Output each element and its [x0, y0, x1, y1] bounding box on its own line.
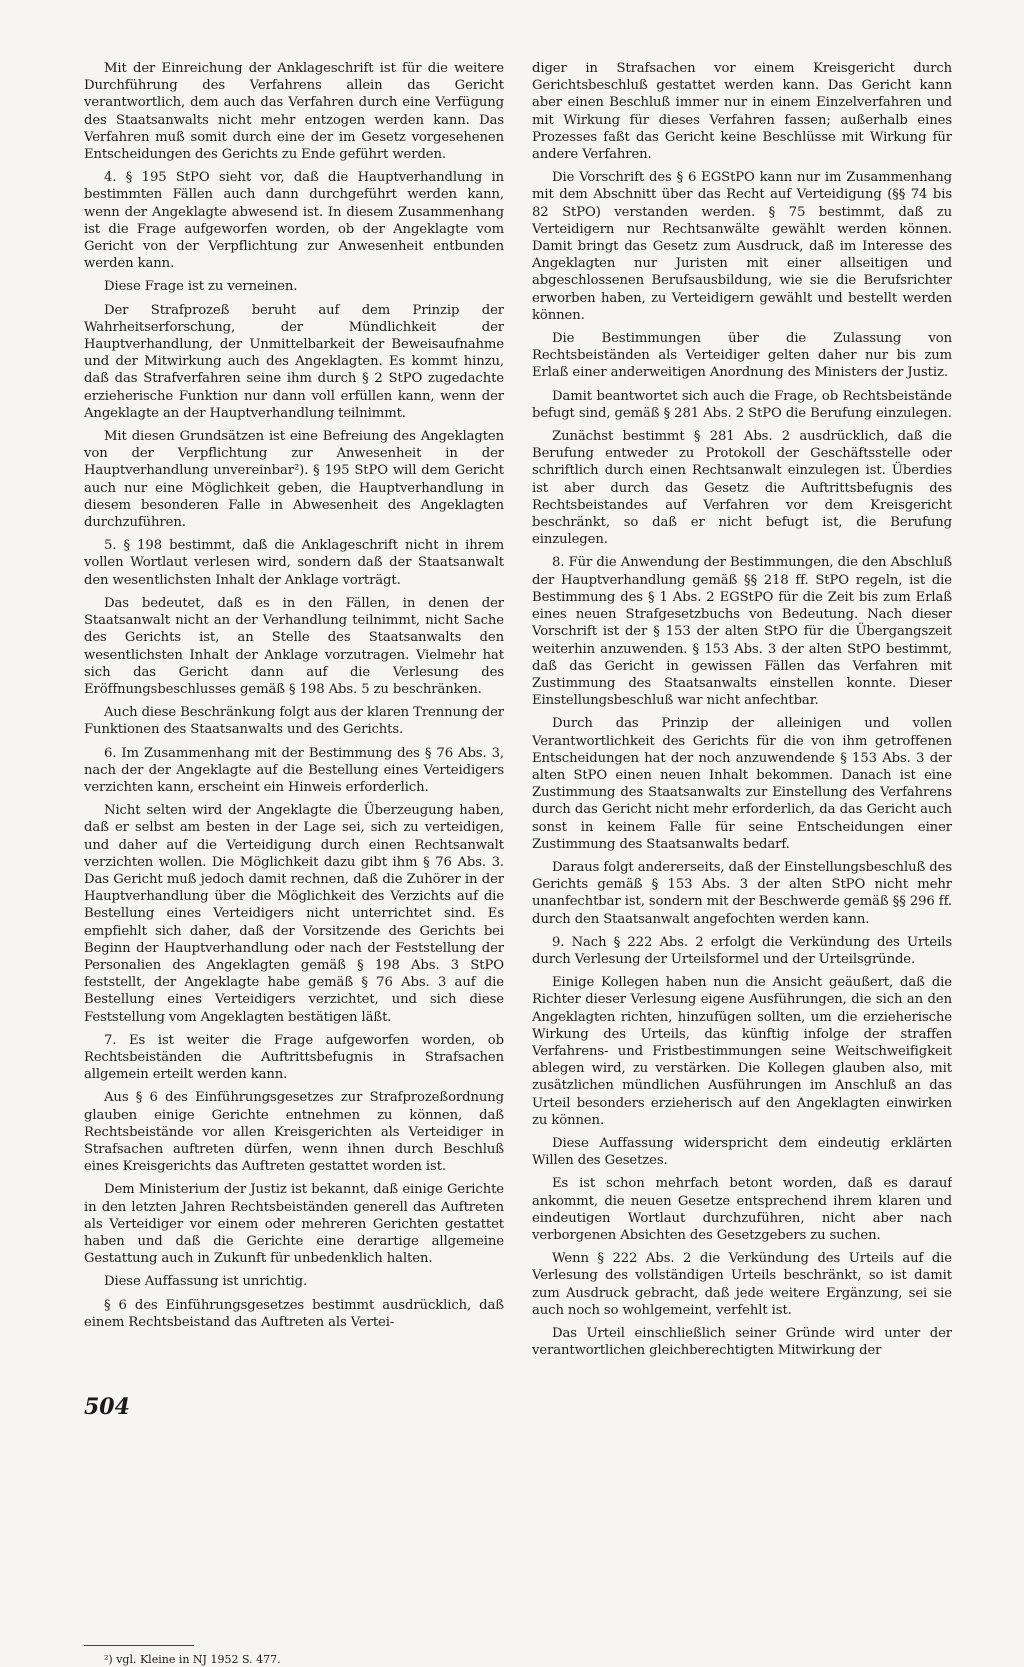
right-column — [532, 60, 952, 1390]
paragraph: Auch diese Beschränkung folgt aus der klaren Trennung der Funktionen des Staatsanwalts und des Gerichts. — [84, 705, 504, 738]
paragraph: Nicht selten wird der Angeklagte die Überzeugung haben, daß er selbst am besten in der Lage sei, sich zu verteidigen, und daher auf die Verteidigung durch einen Rechtsanwalt verzichten wollen. Die Möglichkeit dazu gibt ihm § 76 Abs. 3. Das Gericht muß jedoch damit rechnen, daß die Zuhörer in der Hauptverhandlung über die Möglichkeit des Verzichts auf die Bestellung eines Verteidigers nicht unterrichtet sind. Es empfiehlt sich daher, daß der Vorsitzende des Gerichts bei Beginn der Hauptverhandlung oder nach der Feststellung der Personalien des Angeklagten gemäß § 198 Abs. 3 StPO feststellt, der Angeklagte habe gemäß § 76 Abs. 3 auf die Bestellung eines Verteidigers verzichtet, und sich diese Feststellung vom Angeklagten bestätigen läßt. — [84, 803, 504, 1025]
footnote-divider — [84, 1645, 194, 1646]
paragraph: Diese Frage ist zu verneinen. — [104, 279, 298, 295]
paragraph: 7. Es ist weiter die Frage aufgeworfen worden, ob Rechtsbeiständen die Auftrittsbefugnis in Strafsachen allgemein erteilt werden kann. — [84, 1032, 504, 1083]
paragraph: Daraus folgt andererseits, daß der Einstellungsbeschluß des Gerichts gemäß § 153 Abs. 3 der alten StPO nicht mehr unanfechtbar ist, sondern mit der Beschwerde gemäß §§ 296 ff. durch den Staatsanwalt angefochten werden kann. — [532, 859, 952, 927]
paragraph: Das bedeutet, daß es in den Fällen, in denen der Staatsanwalt nicht an der Verhandlung teilnimmt, nicht Sache des Gerichts ist, an Stelle des Staatsanwalts den wesentlichsten Inhalt der Anklage vorzutragen. Vielmehr hat sich das Gericht dann auf die Verlesung des Eröffnungsbeschlusses gemäß § 198 Abs. 5 zu beschränken. — [84, 595, 504, 697]
paragraph: Der Strafprozeß beruht auf dem Prinzip der Wahrheitserforschung, der Mündlichkeit der Hauptverhandlung, der Unmittelbarkeit der Beweisaufnahme und der Mitwirkung auch des Angeklagten. Es kommt hinzu, daß das Strafverfahren seine ihm durch § 2 StPO zugedachte erzieherische Funktion nur dann voll erfüllen kann, wenn der Angeklagte an der Hauptverhandlung teilnimmt. — [84, 302, 504, 421]
paragraph: Mit der Einreichung der Anklageschrift ist für die weitere Durchführung des Verfahrens allein das Gericht verantwortlich, dem auch das Verfahren durch eine Verfügung des Staatsanwalts nicht mehr entzogen werden kann. Das Verfahren muß somit durch eine der im Gesetz vorgesehenen Entscheidungen des Gerichts zu Ende geführt werden. — [84, 61, 504, 163]
paragraph: Durch das Prinzip der alleinigen und vollen Verantwortlichkeit des Gerichts für die von ihm getroffenen Entscheidungen hat der noch anzuwendende § 153 Abs. 3 der alten StPO einen neuen Inhalt bekommen. Danach ist eine Zustimmung des Staatsanwalts zur Einstellung des Verfahrens durch das Gericht nicht mehr erforderlich, da das Gericht auch sonst in keinem Falle für seine Entscheidungen einer Zustimmung des Staatsanwalts bedarf. — [532, 716, 952, 852]
paragraph: Es ist schon mehrfach betont worden, daß es darauf ankommt, die neuen Gesetze entsprechend ihrem klaren und eindeutigen Wortlaut durchzuführen, nicht aber nach verborgenen Absichten des Gesetzgebers zu suchen. — [532, 1176, 952, 1243]
paragraph: 8. Für die Anwendung der Bestimmungen, die den Abschluß der Hauptverhandlung gemäß §§ 218 ff. StPO regeln, ist die Bestimmung des § 1 Abs. 2 EGStPO für die Zeit bis zum Erlaß eines neuen Strafgesetzbuchs von Bedeutung. Nach dieser Vorschrift ist der § 153 der alten StPO für die Übergangszeit weiterhin anzuwenden. § 153 Abs. 3 der alten StPO bestimmt, daß das Gericht in gewissen Fällen das Verfahren mit Zustimmung des Staatsanwalts einstellen konnte. Dieser Einstellungsbeschluß war nicht anfechtbar. — [532, 555, 952, 709]
paragraph: Dem Ministerium der Justiz ist bekannt, daß einige Gerichte in den letzten Jahren Rechtsbeiständen generell das Auftreten als Verteidiger vor einem oder mehreren Gerichten gestattet haben und daß die Gerichte eine derartige allgemeine Gestattung auch in Zukunft für unbedenklich halten. — [84, 1182, 504, 1267]
page-number: 504 — [84, 1394, 130, 1420]
paragraph: § 6 des Einführungsgesetzes bestimmt ausdrücklich, daß einem Rechtsbeistand das Auftreten als Vertei- — [84, 1297, 504, 1330]
footnote: ²) vgl. Kleine in NJ 1952 S. 477. — [104, 1653, 281, 1666]
paragraph: 5. § 198 bestimmt, daß die Anklageschrift nicht in ihrem vollen Wortlaut verlesen wird, sondern daß der Staatsanwalt den wesentlichsten Inhalt der Anklage vorträgt. — [84, 538, 504, 588]
paragraph: Einige Kollegen haben nun die Ansicht geäußert, daß die Richter dieser Verlesung eigene Ausführungen, die sich an den Angeklagten richten, hinzufügen sollten, um die erzieherische Wirkung des Urteils, das künftig infolge der straffen Verfahrens- und Fristbestimmungen seine Weitschweifigkeit ablegen wird, zu verstärken. Die Kollegen glauben also, mit zusätzlichen mündlichen Ausführungen im Anschluß an das Urteil besonders erzieherisch auf den Angeklagten einwirken zu können. — [532, 975, 952, 1128]
paragraph: Das Urteil einschließlich seiner Gründe wird unter der verantwortlichen gleichberechtigten Mitwirkung der — [532, 1326, 952, 1359]
paragraph: Diese Auffassung ist unrichtig. — [104, 1274, 308, 1290]
paragraph: Diese Auffassung widerspricht dem eindeutig erklärten Willen des Gesetzes. — [532, 1135, 952, 1169]
paragraph: Die Bestimmungen über die Zulassung von Rechtsbeiständen als Verteidiger gelten daher nur bis zum Erlaß einer anderweitigen Anordnung des Ministers der Justiz. — [532, 331, 952, 381]
paragraph: Mit diesen Grundsätzen ist eine Befreiung des Angeklagten von der Verpflichtung zur Anwesenheit in der Hauptverhandlung unvereinbar²). § 195 StPO will dem Gericht auch nur eine Möglichkeit geben, die Hauptverhandlung in diesem besonderen Falle in Abwesenheit des Angeklagten durchzuführen. — [84, 429, 504, 531]
paragraph: 9. Nach § 222 Abs. 2 erfolgt die Verkündung des Urteils durch Verlesung der Urteilsformel und der Urteilsgründe. — [532, 934, 952, 967]
paragraph: Damit beantwortet sich auch die Frage, ob Rechtsbeistände befugt sind, gemäß § 281 Abs. 2 StPO die Berufung einzulegen. — [532, 388, 952, 421]
paragraph: Aus § 6 des Einführungsgesetzes zur Strafprozeßordnung glauben einige Gerichte entnehmen zu können, daß Rechtsbeistände vor allen Kreisgerichten als Verteidiger in Strafsachen auftreten dürfen, wenn ihnen durch Beschluß eines Kreisgerichts das Auftreten gestattet worden ist. — [84, 1090, 504, 1175]
paragraph: 6. Im Zusammenhang mit der Bestimmung des § 76 Abs. 3, nach der der Angeklagte auf die Bestellung eines Verteidigers verzichten kann, erscheint ein Hinweis erforderlich. — [84, 745, 504, 795]
paragraph: Wenn § 222 Abs. 2 die Verkündung des Urteils auf die Verlesung des vollständigen Urteils beschränkt, so ist damit zum Ausdruck gebracht, daß jede weitere Ergänzung, sei sie auch noch so wohlgemeint, verfehlt ist. — [532, 1251, 952, 1318]
paragraph: diger in Strafsachen vor einem Kreisgericht durch Gerichtsbeschluß gestattet werden kann. Das Gericht kann aber einen Beschluß immer nur in einem Einzelverfahren und mit Wirkung für dieses Verfahren fassen; außerhalb eines Prozesses faßt das Gericht keine Beschlüsse mit Wirkung für andere Verfahren. — [532, 61, 952, 163]
paragraph: 4. § 195 StPO sieht vor, daß die Hauptverhandlung in bestimmten Fällen auch dann durchgeführt werden kann, wenn der Angeklagte abwesend ist. In diesem Zusammenhang ist die Frage aufgeworfen worden, ob der Angeklagte vom Gericht von der Verpflichtung zur Anwesenheit entbunden werden kann. — [84, 170, 504, 272]
paragraph: Zunächst bestimmt § 281 Abs. 2 ausdrücklich, daß die Berufung entweder zu Protokoll der Geschäftsstelle oder schriftlich durch einen Rechtsanwalt einzulegen ist. Überdies ist aber durch das Gesetz die Auftrittsbefugnis des Rechtsbeistandes auf Verfahren vor dem Kreisgericht beschränkt, so daß er nicht befugt ist, die Berufung einzulegen. — [532, 429, 952, 548]
left-column — [84, 60, 504, 1638]
paragraph: Die Vorschrift des § 6 EGStPO kann nur im Zusammenhang mit dem Abschnitt über das Recht auf Verteidigung (§§ 74 bis 82 StPO) verstanden werden. § 75 bestimmt, daß zu Verteidigern nur Rechtsanwälte gewählt werden können. Damit bringt das Gesetz zum Ausdruck, daß im Interesse des Angeklagten nur Juristen mit einer allseitigen und abgeschlossenen Berufsausbildung, wie sie die Berufsrichter erworben haben, zu Verteidigern gewählt und bestellt werden können. — [532, 170, 952, 323]
